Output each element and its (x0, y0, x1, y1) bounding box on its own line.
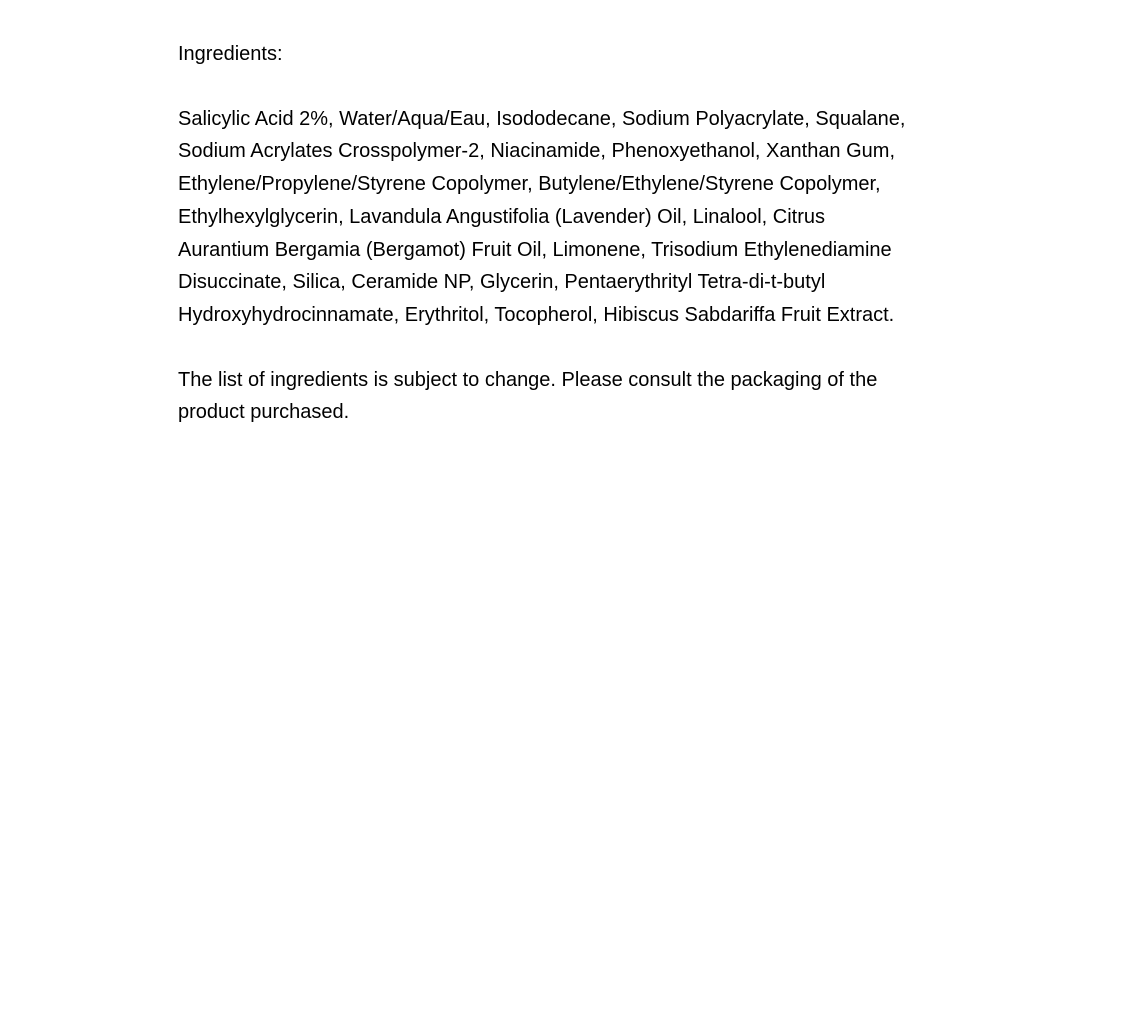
document-body (178, 38, 978, 429)
ingredients-list: Salicylic Acid 2%, Water/Aqua/Eau, Isododecane, Sodium Polyacrylate, Squalane, Sodium Acrylates Crosspolymer-2, Niacinamide, Phenoxyethanol, Xanthan Gum, Ethylene/Propylene/Styrene Copolymer, Butylene/Ethylene/Styrene Copolymer, Ethylhexylglycerin, Lavandula Angustifolia (Lavender) Oil, Linalool, Citrus Aurantium Bergamia (Bergamot) Fruit Oil, Limonene, Trisodium Ethylenediamine Disuccinate, Silica, Ceramide NP, Glycerin, Pentaerythrityl Tetra-di-t-butyl Hydroxyhydrocinnamate, Erythritol, Tocopherol, Hibiscus Sabdariffa Fruit Extract. (178, 107, 906, 326)
ingredients-heading: Ingredients: (178, 43, 283, 65)
ingredients-disclaimer: The list of ingredients is subject to change. Please consult the packaging of the product purchased. (178, 368, 878, 424)
